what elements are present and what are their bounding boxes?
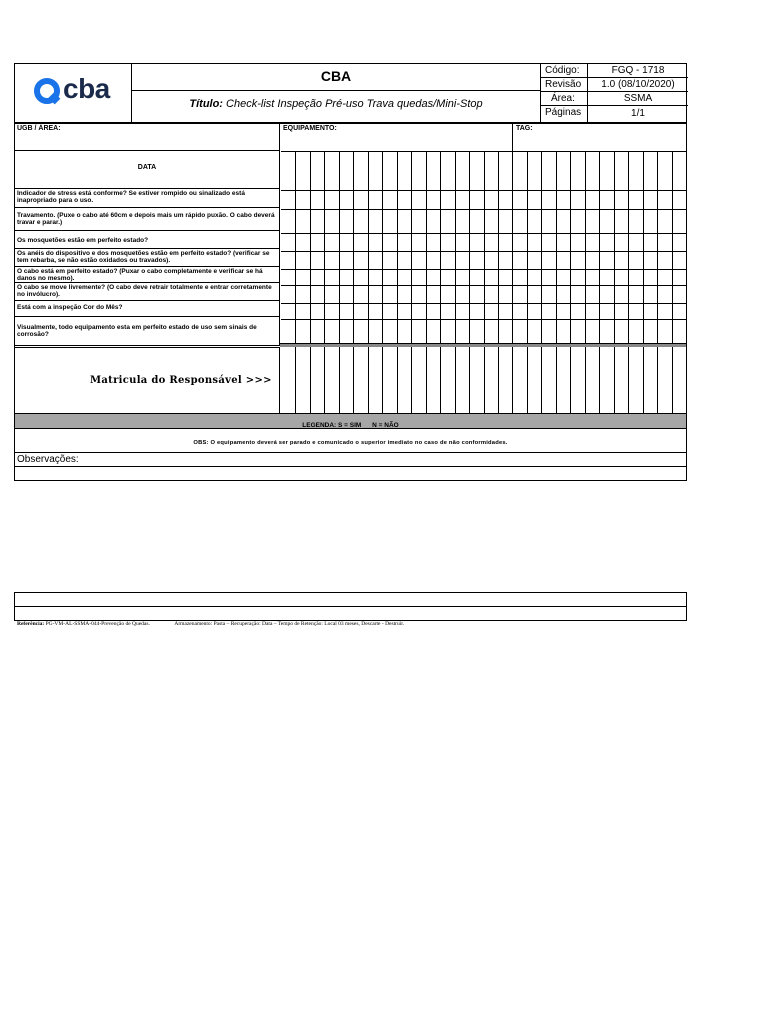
grid-column-line (455, 152, 456, 343)
grid-row-line (281, 319, 686, 320)
grid-column-line (382, 347, 383, 413)
data-label-cell (15, 151, 280, 189)
matricula-label: Matricula do Responsável >>> (90, 375, 272, 386)
equipamento-label: EQUIPAMENTO: (283, 125, 337, 132)
checklist-item: Travamento. (Puxe o cabo até 60cm e depois mais um rápido puxão. O cabo deverá travar e parar.) (15, 208, 280, 231)
grid-column-line (469, 347, 470, 413)
legenda-bar (15, 413, 686, 429)
grid-row-line (281, 190, 686, 191)
grid-column-line (657, 347, 658, 413)
grid-column-line (512, 152, 513, 343)
grid-column-line (585, 347, 586, 413)
logo-text: cba (63, 73, 110, 104)
grid-column-line (339, 152, 340, 343)
meta-revisao-label: Revisão (541, 78, 588, 92)
meta-area-label: Área: (541, 92, 588, 106)
grid-column-line (411, 347, 412, 413)
grid-column-line (643, 347, 644, 413)
checklist-item: O cabo se move livremente? (O cabo deve retrair totalmente e entrar corretamente no invólucro). (15, 283, 280, 301)
grid-column-line (556, 347, 557, 413)
grid-column-line (643, 152, 644, 343)
grid-column-line (440, 347, 441, 413)
footer-ref-value: PG-VM-AL-SSMA-044-Prevenção de Quedas. (45, 621, 150, 627)
meta-table (540, 64, 687, 122)
logo-cell (15, 64, 132, 122)
grid-column-line (628, 347, 629, 413)
checklist-item: Está com a inspeção Cor do Mês? (15, 301, 280, 317)
tag-label: TAG: (516, 125, 533, 132)
title-value: Check-list Inspeção Pré-uso Trava quedas/Mini-Stop (226, 98, 483, 110)
grid-column-line (339, 347, 340, 413)
grid-column-line (426, 152, 427, 343)
checklist-labels (15, 189, 280, 345)
grid-row-line (281, 233, 686, 234)
company-cell (132, 64, 540, 91)
grid-column-line (368, 152, 369, 343)
grid-column-line (628, 152, 629, 343)
grid-column-line (426, 347, 427, 413)
observacoes-label: Observações: (17, 454, 79, 465)
checklist-item: Visualmente, todo equipamento esta em perfeito estado de uso sem sinais de corrosão? (17, 324, 257, 338)
grid-column-line (599, 152, 600, 343)
grid-row-line (281, 209, 686, 210)
matricula-grid[interactable] (281, 347, 686, 413)
grid-column-line (469, 152, 470, 343)
grid-column-line (324, 347, 325, 413)
grid-column-line (585, 152, 586, 343)
grid-column-line (353, 347, 354, 413)
title-cell (132, 92, 540, 122)
meta-revisao-value: 1.0 (08/10/2020) (601, 79, 675, 90)
footer-storage: Armazenamento: Pasta – Recuperação: Data – Tempo de Retenção: Local 03 meses, Descarte - Destruir. (174, 621, 405, 627)
footer-ref-label: Referência: (17, 621, 45, 627)
grid-row-line (281, 251, 686, 252)
grid-row-line (281, 303, 686, 304)
tag-field[interactable] (514, 124, 686, 151)
grid-column-line (614, 152, 615, 343)
footer-reference (17, 621, 717, 627)
grid-row-line (281, 285, 686, 286)
cba-logo-icon (32, 76, 62, 106)
obs-cell (15, 429, 686, 453)
grid-column-line (411, 152, 412, 343)
grid-column-line (368, 347, 369, 413)
grid-column-line (614, 347, 615, 413)
grid-column-line (353, 152, 354, 343)
grid-column-line (484, 347, 485, 413)
grid-column-line (512, 347, 513, 413)
checklist-item: Indicador de stress está conforme? Se estiver rompido ou sinalizado está inapropriado para o uso. (15, 189, 280, 208)
grid-column-line (324, 152, 325, 343)
grid-column-line (672, 347, 673, 413)
meta-paginas-label: Páginas (541, 106, 588, 122)
grid-column-line (556, 152, 557, 343)
checklist-item: Os mosquetões estão em perfeito estado? (15, 231, 280, 249)
grid-column-line (397, 347, 398, 413)
grid-column-line (397, 152, 398, 343)
grid-column-line (570, 152, 571, 343)
inspection-grid[interactable] (281, 151, 686, 343)
grid-column-line (672, 152, 673, 343)
grid-row-line (281, 269, 686, 270)
matricula-cell (15, 347, 280, 413)
grid-column-line (455, 347, 456, 413)
ugb-label: UGB / ÁREA: (17, 125, 61, 132)
grid-column-line (541, 152, 542, 343)
meta-area-value: SSMA (623, 93, 653, 104)
meta-paginas-value: 1/1 (631, 108, 645, 119)
grid-column-line (541, 347, 542, 413)
grid-column-line (498, 347, 499, 413)
grid-column-line (310, 347, 311, 413)
obs-note: OBS: O equipamento deverá ser parado e comunicado o superior imediato no caso de não conformidades. (193, 440, 508, 446)
legenda-text: LEGENDA: S = SIM N = NÃO (302, 422, 399, 429)
grid-column-line (498, 152, 499, 343)
data-label: DATA (137, 164, 157, 171)
grid-column-line (295, 152, 296, 343)
grid-column-line (599, 347, 600, 413)
grid-column-line (310, 152, 311, 343)
meta-codigo-value: FGQ - 1718 (611, 65, 665, 76)
grid-column-line (527, 152, 528, 343)
grid-column-line (440, 152, 441, 343)
grid-column-line (295, 347, 296, 413)
grid-column-line (382, 152, 383, 343)
grid-column-line (570, 347, 571, 413)
checklist-item: Os anéis do dispositivo e dos mosquetões estão em perfeito estado? (verificar se tem rebarba, se não estão oxidados ou travados). (15, 249, 280, 267)
company-name: CBA (320, 68, 352, 84)
checklist-item: O cabo está em perfeito estado? (Puxar o cabo completamente e verificar se há danos no mesmo). (15, 267, 280, 283)
observacoes-field[interactable] (15, 453, 686, 467)
meta-codigo-label: Código: (541, 64, 588, 78)
ugb-field[interactable] (15, 124, 280, 151)
grid-column-line (657, 152, 658, 343)
equipamento-field[interactable] (281, 124, 513, 151)
grid-column-line (484, 152, 485, 343)
grid-column-line (527, 347, 528, 413)
title-label: Título: (189, 98, 223, 110)
